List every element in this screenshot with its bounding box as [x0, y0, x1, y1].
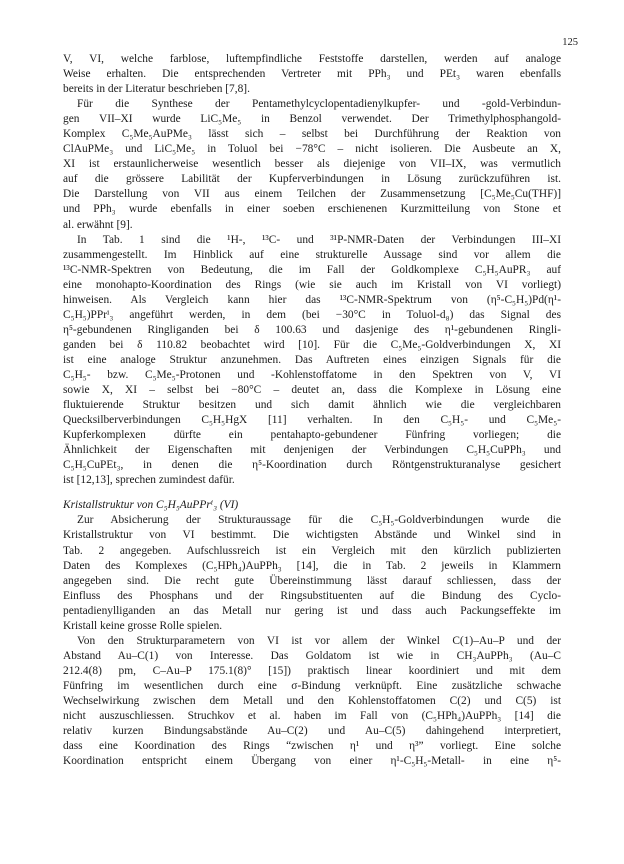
text-line: Die Darstellung von VII aus einem Teilchen der Zusammensetzung [C₅Me₅Cu(THF)] [63, 188, 561, 201]
text-line: fluktuierende Struktur besitzen und sich damit ähnlich wie die vergleichbaren [63, 399, 561, 412]
text-line: Fünfring im wesentlichen durch eine σ-Bindung verknüpft. Eine zusätzliche schwache [63, 679, 561, 692]
text-line: und PPh₃ wurde ebenfalls in einer soeben erschienenen Kurzmitteilung von Stone et [63, 203, 561, 216]
text-line: Von den Strukturparametern von VI ist vor allem der Winkel C(1)–Au–P und der [77, 634, 561, 647]
text-line: Daten des Komplexes (C₅HPh₄)AuPPh₃ [14], die in Tab. 2 jeweils in Klammern [63, 559, 561, 572]
text-line: Ähnlichkeit der Eigenschaften mit denjenigen der Verbindungen C₅H₅CuPPh₃ und [63, 444, 561, 457]
text-line: nicht auszuschliessen. Struchkov et al. haben im Fall von (C₅HPh₄)AuPPh₃ [14] die [63, 710, 561, 723]
text-line: Tab. 2 angegeben. Aufschlussreich ist ein Vergleich mit den kürzlich publizierten [63, 544, 561, 557]
text-line: pentadienylliganden an das Metall nur gering ist und dass auch Packungseffekte im [63, 604, 561, 617]
text-line: hinweisen. Als Vergleich kann hier das ¹³C-NMR-Spektrum von (η⁵-C₅H₅)Pd(η¹- [63, 293, 561, 306]
text-line: V, VI, welche farblose, luftempfindliche Feststoffe darstellen, werden auf analoge [63, 53, 561, 65]
text-line: In Tab. 1 sind die ¹H-, ¹³C- und ³¹P-NMR-Daten der Verbindungen III–XI [77, 233, 561, 246]
text-line: al. erwähnt [9]. [63, 218, 133, 231]
text-line: ist [12,13], sprechen zumindest dafür. [63, 474, 235, 487]
text-line: auf die grössere Labilität der Kupferverbindungen in Lösung zurückzuführen ist. [63, 173, 561, 186]
text-line: C₅H₅CuPEt₃, in denen die η⁵-Koordination durch Röntgenstrukturanalyse gesichert [63, 459, 561, 472]
text-line: eine monohapto-Koordination des Rings (wie sie auch im Kristall von VI vorliegt) [63, 278, 561, 291]
text-line: dass eine Koordination des Rings “zwischen η¹ und η³” vorliegt. Eine solche [63, 740, 561, 753]
paragraph-4 [63, 513, 561, 633]
body-text [63, 52, 561, 769]
text-line: Quecksilberverbindungen C₅H₅HgX [11] verhalten. In den C₅H₅- und C₅Me₅- [63, 414, 561, 427]
text-line: zusammengestellt. Im Hinblick auf eine strukturelle Aussage sind vor allem die [63, 248, 561, 261]
text-line: Komplex C₅Me₅AuPMe₃ lässt sich – selbst bei Durchführung der Reaktion von [63, 128, 561, 141]
text-line: Weise erhalten. Die entsprechenden Vertreter mit PPh₃ und PEt₃ waren ebenfalls [63, 68, 561, 81]
text-line: gen VII–XI wurde LiC₅Me₅ in Benzol verwendet. Der Trimethylphosphangold- [63, 113, 561, 126]
text-line: ist eine analoge Struktur anzunehmen. Das Auftreten eines einzigen Signals für die [63, 353, 561, 366]
paragraph-1 [63, 52, 561, 97]
text-line: ClAuPMe₃ und LiC₅Me₅ in Toluol bei −78°C – nicht isolieren. Die Ausbeute an X, [63, 143, 561, 156]
section-heading: Kristallstruktur von C₅H₅AuPPrⁱ₃ (VI) [63, 499, 239, 512]
text-line: XI ist erstaunlicherweise wesentlich besser als diejenige von VII–IX, was vermutlich [63, 158, 561, 171]
text-line: ¹³C-NMR-Spektren von Bedeutung, die im Fall der Goldkomplexe C₅H₅AuPR₃ auf [63, 263, 561, 276]
text-line: η⁵-gebundenen Ringliganden bei δ 100.63 und dasjenige des η¹-gebundenen Ringli- [63, 323, 561, 336]
text-line: C₅H₅- bzw. C₅Me₅-Protonen und -Kohlenstoffatome in den Spektren von V, VI [63, 368, 561, 381]
paragraph-3 [63, 233, 561, 489]
text-line: sowie X, XI – selbst bei −80°C – deutet an, dass die Komplexe in Lösung eine [63, 384, 561, 397]
text-line: Kristallstruktur von VI bestimmt. Die wichtigsten Abstände und Winkel sind in [63, 529, 561, 542]
text-line: Kristall keine grosse Rolle spielen. [63, 619, 223, 632]
paragraph-5 [63, 634, 561, 769]
page-number: 125 [562, 37, 578, 48]
text-line: C₅H₅)PPrⁱ₃ angeführt werden, in dem (bei −30°C in Toluol-d₈) das Signal des [63, 308, 561, 321]
text-line: 212.4(8) pm, C–Au–P 175.1(8)° [15]) praktisch linear koordiniert und mit dem [63, 664, 561, 677]
text-line: Zur Absicherung der Strukturaussage für die C₅H₅-Goldverbindungen wurde die [77, 514, 561, 527]
text-line: angegeben sind. Die recht gute Übereinstimmung lässt darauf schliessen, dass der [63, 574, 561, 587]
text-line: relativ kurzen Bindungsabstände Au–C(2) und Au–C(5) dahingehend interpretiert, [63, 725, 561, 738]
paragraph-2 [63, 97, 561, 232]
text-line: Für die Synthese der Pentamethylcyclopentadienylkupfer- und -gold-Verbindun- [77, 98, 561, 111]
text-line: Abstand Au–C(1) von Interesse. Das Goldatom ist wie in CH₃AuPPh₃ (Au–C [63, 649, 561, 662]
text-line: Koordination entspricht einem Übergang von einer η¹-C₅H₅-Metall- in eine η⁵- [63, 755, 561, 768]
section-spacer [63, 488, 561, 498]
text-line: Kupferkomplexen dürfte ein pentahapto-gebundener Fünfring vorliegen; die [63, 429, 561, 442]
text-line: Wechselwirkung zwischen dem Metall und den Kohlenstoffatomen C(2) und C(5) ist [63, 694, 561, 707]
text-line: bereits in der Literatur beschrieben [7,8]. [63, 83, 250, 96]
text-line: ganden bei δ 110.82 beobachtet wird [10]. Für die C₅Me₅-Goldverbindungen X, XI [63, 338, 561, 351]
text-line: Einfluss des Phosphans und der Ringsubstituenten auf die Bindung des Cyclo- [63, 589, 561, 602]
